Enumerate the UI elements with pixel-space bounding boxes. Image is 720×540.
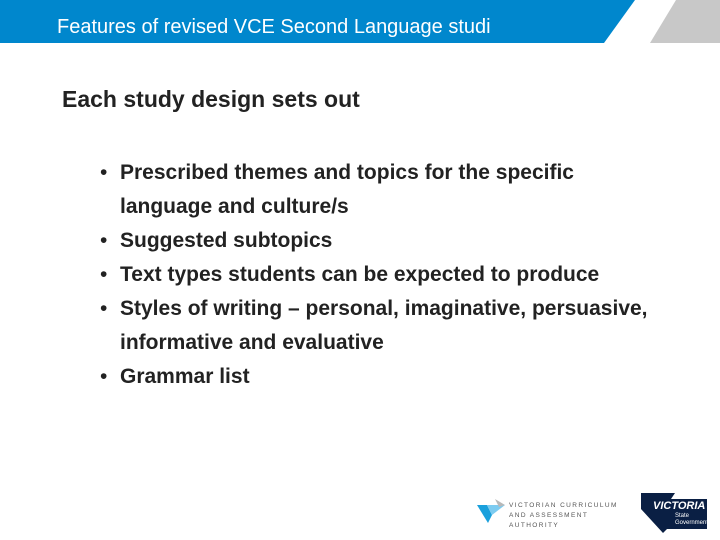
bullet-item: • Prescribed themes and topics for the specific language and culture/s bbox=[100, 156, 660, 224]
vcaa-line-2: AND ASSESSMENT AUTHORITY bbox=[509, 512, 589, 529]
bullet-item: • Styles of writing – personal, imaginative, persuasive, informative and evaluative bbox=[100, 292, 660, 360]
bullet-item: • Text types students can be expected to produce bbox=[100, 258, 660, 292]
victoria-wordmark: VICTORIA bbox=[653, 500, 706, 512]
section-heading: Each study design sets out bbox=[62, 86, 360, 112]
victoria-government-logo bbox=[641, 493, 707, 533]
bullet-item: • Suggested subtopics bbox=[100, 224, 660, 258]
bullet-list bbox=[100, 156, 660, 394]
bullet-item: • Grammar list bbox=[100, 360, 660, 394]
victoria-subtitle: State Government bbox=[675, 513, 709, 526]
vcaa-logo bbox=[475, 497, 625, 527]
vcaa-line-1: VICTORIAN CURRICULUM bbox=[509, 502, 618, 509]
vcaa-wordmark bbox=[509, 501, 625, 531]
title-bar bbox=[0, 0, 720, 43]
slide-title: Features of revised VCE Second Language studi bbox=[57, 16, 491, 38]
vcaa-mark-icon bbox=[475, 497, 507, 527]
